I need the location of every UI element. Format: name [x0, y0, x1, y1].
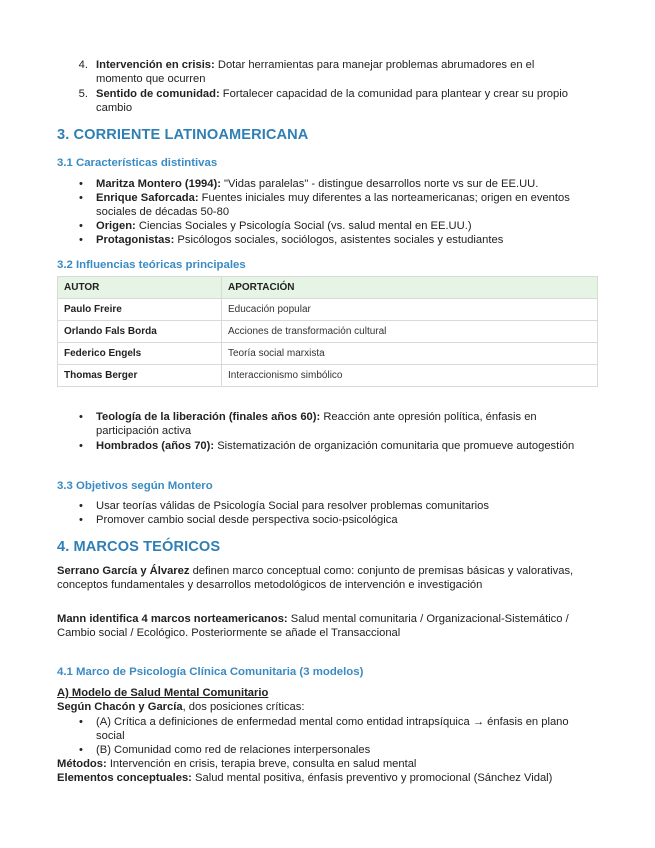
list-item	[96, 410, 586, 438]
methods-term: Métodos:	[57, 758, 107, 770]
list-item-term: Enrique Saforcada:	[96, 192, 199, 204]
table-cell-contribution: Acciones de transformación cultural	[222, 321, 598, 343]
list-item-term: Sentido de comunidad:	[96, 88, 220, 100]
paragraph-term: Mann identifica 4 marcos norteamericanos:	[57, 613, 288, 625]
list-item	[96, 233, 586, 247]
list-item	[96, 439, 586, 453]
list-item-term: Hombrados (años 70):	[96, 440, 215, 452]
table-cell-contribution: Teoría social marxista	[222, 343, 598, 365]
table-header-contribution: APORTACIÓN	[222, 277, 598, 299]
table-header-author: AUTOR	[58, 277, 222, 299]
table-header-row	[58, 277, 598, 299]
table-row	[58, 299, 598, 321]
bullet-icon: •	[79, 178, 83, 190]
list-item-text: Fortalecer capacidad de la comunidad para plantear y crear su propio cambio	[96, 88, 568, 114]
table-row	[58, 365, 598, 387]
model-intro-text: , dos posiciones críticas:	[182, 701, 305, 713]
table-cell-contribution: Educación popular	[222, 299, 598, 321]
list-item-text: (B) Comunidad como red de relaciones interpersonales	[96, 744, 371, 756]
list-item-text: Promover cambio social desde perspectiva socio-psicológica	[96, 514, 398, 526]
methods-text: Intervención en crisis, terapia breve, consulta en salud mental	[106, 758, 417, 770]
list-number: 5.	[78, 88, 88, 100]
list-item	[96, 58, 576, 86]
bullet-icon: •	[79, 744, 83, 756]
paragraph-mann	[57, 612, 607, 640]
section-3-title: 3. CORRIENTE LATINOAMERICANA	[57, 127, 309, 143]
list-item	[96, 177, 586, 191]
elements-term: Elementos conceptuales:	[57, 772, 192, 784]
list-item-term: Intervención en crisis:	[96, 59, 215, 71]
paragraph-term: Serrano García y Álvarez	[57, 565, 190, 577]
list-item-text: Fuentes iniciales muy diferentes a las norteamericanas; origen en eventos sociales de décadas 50-80	[96, 192, 570, 218]
section-4-1-title: 4.1 Marco de Psicología Clínica Comunitaria (3 modelos)	[57, 666, 364, 678]
elements-text: Salud mental positiva, énfasis preventivo y promocional (Sánchez Vidal)	[191, 772, 553, 784]
elements-line	[57, 771, 627, 785]
bullet-icon: •	[79, 234, 83, 246]
paragraph-text: definen marco conceptual como: conjunto de premisas básicas y valorativas, conceptos fundamentales y desarrollos metodológicos de intervención e investigación	[57, 565, 574, 591]
list-item-term: Origen:	[96, 220, 136, 232]
paragraph-marco-conceptual	[57, 564, 607, 592]
section-3-2-title: 3.2 Influencias teóricas principales	[57, 259, 246, 271]
list-item-text: Usar teorías válidas de Psicología Social para resolver problemas comunitarios	[96, 500, 489, 512]
list-item-text: Dotar herramientas para manejar problemas abrumadores en el momento que ocurren	[96, 59, 535, 85]
section-3-3-title: 3.3 Objetivos según Montero	[57, 480, 213, 492]
list-item-text: "Vidas paralelas" - distingue desarrollos norte vs sur de EE.UU.	[220, 178, 539, 190]
bullet-icon: •	[79, 411, 83, 423]
paragraph-text: Salud mental comunitaria / Organizacional-Sistemático / Cambio social / Ecológico. Posteriormente se añade el Transaccional	[57, 613, 569, 639]
list-item-text: Ciencias Sociales y Psicología Social (vs. salud mental en EE.UU.)	[135, 220, 472, 232]
list-item-term: Teología de la liberación (finales años 60):	[96, 411, 321, 423]
table-cell-contribution: Interaccionismo simbólico	[222, 365, 598, 387]
table-cell-author: Paulo Freire	[58, 299, 222, 321]
model-title: A) Modelo de Salud Mental Comunitario	[57, 687, 269, 699]
list-item-text: Reacción ante opresión política, énfasis en participación activa	[96, 411, 537, 437]
list-item-text: Sistematización de organización comunitaria que promueve autogestión	[214, 440, 575, 452]
bullet-icon: •	[79, 716, 83, 728]
table-cell-author: Thomas Berger	[58, 365, 222, 387]
section-4-title: 4. MARCOS TEÓRICOS	[57, 539, 221, 555]
section-3-1-title: 3.1 Características distintivas	[57, 157, 218, 169]
bullet-icon: •	[79, 192, 83, 204]
list-item	[96, 219, 586, 233]
table-row	[58, 343, 598, 365]
list-item	[96, 87, 576, 115]
model-intro	[57, 700, 607, 714]
methods-line	[57, 757, 617, 771]
table-cell-author: Federico Engels	[58, 343, 222, 365]
bullet-icon: •	[79, 440, 83, 452]
list-item-text: Psicólogos sociales, sociólogos, asistentes sociales y estudiantes	[174, 234, 504, 246]
list-item-term: Maritza Montero (1994):	[96, 178, 221, 190]
table-row	[58, 321, 598, 343]
table-cell-author: Orlando Fals Borda	[58, 321, 222, 343]
bullet-icon: •	[79, 514, 83, 526]
bullet-icon: •	[79, 220, 83, 232]
model-intro-term: Según Chacón y García	[57, 701, 183, 713]
influences-table	[57, 276, 598, 387]
list-item	[96, 191, 586, 219]
list-number: 4.	[78, 59, 88, 71]
list-item-term: Protagonistas:	[96, 234, 175, 246]
list-item-text: (A) Crítica a definiciones de enfermedad mental como entidad intrapsíquica → énfasis en plano social	[96, 716, 569, 742]
bullet-icon: •	[79, 500, 83, 512]
